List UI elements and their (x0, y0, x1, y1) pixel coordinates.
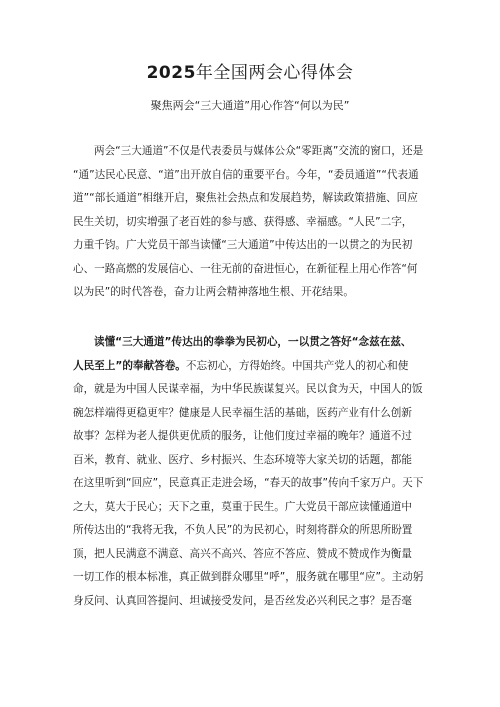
paragraph-line: 力重千钧。广大党员干部当读懂“三大通道”中传达出的一以贯之的为民初 (73, 239, 413, 251)
paragraph-heading-end: 人民至上”的奉献答卷。 (73, 359, 186, 372)
paragraph-line: 民生关切，切实增强了老百姓的参与感、获得感、幸福感。“人民”二字， (73, 215, 413, 228)
paragraph-line: 心、一路高燃的发展信心、一往无前的奋进恒心，在新征程上用心作答“何 (73, 262, 418, 275)
paragraph-line: 以为民”的时代答卷，奋力让两会精神落地生根、开花结果。 (73, 286, 354, 298)
paragraph-line: 顶，把人民满意不满意、高兴不高兴、答应不答应、赞成不赞成作为衡量 (73, 547, 412, 560)
paragraph-line: 碗怎样端得更稳更牢？健康是人民幸福生活的基础，医药产业有什么创新 (73, 406, 412, 419)
paragraph-heading-line: 读懂“三大通道”传达出的拳拳为民初心，一以贯之答好“念兹在兹、 (94, 336, 412, 348)
paragraph-line: 一切工作的根本标准，真正做到群众哪里“呼”，服务就在哪里“应”。主动躬 (73, 571, 424, 583)
title-text: 年全国两会心得体会 (195, 63, 354, 83)
title-year: 2025 (146, 63, 196, 83)
paragraph-line (73, 355, 431, 379)
document-subtitle: 聚焦两会“三大通道”用心作答“何以为民” (150, 99, 350, 112)
paragraph-text: 不忘初心，方得始终。中国共产党人的初心和使 (185, 359, 409, 372)
paragraph-1 (73, 140, 431, 305)
paragraph-line: 之大，莫大于民心；天下之重，莫重于民生。广大党员干部应读懂通道中 (73, 500, 412, 513)
paragraph-line: 百米，教育、就业、医疗、乡村振兴、生态环境等大家关切的话题，都能 (73, 453, 412, 466)
paragraph-line: 命，就是为中国人民谋幸福，为中华民族谋复兴。民以食为天，中国人的饭 (73, 383, 423, 395)
paragraph-2 (73, 331, 431, 613)
paragraph-line: 所传达出的“我将无我，不负人民”的为民初心，时刻将群众的所思所盼置 (73, 524, 413, 536)
paragraph-line: 身反问、认真回答提问、坦诚接受发问，是否丝发必兴利民之事？是否毫 (73, 594, 412, 607)
paragraph-line: 两会“三大通道”不仅是代表委员与媒体公众“零距离”交流的窗口，还是 (94, 145, 424, 157)
document-title (0, 62, 500, 84)
paragraph-line: 在这里听到“回应”，民意真正走进会场，“春天的故事”传向千家万户。天下 (73, 477, 424, 489)
paragraph-line: “通”达民心民意、“道”出开放自信的重要平台。今年，“委员通道”“代表通 (73, 168, 419, 181)
paragraph-line: 故事？怎样为老人提供更优质的服务，让他们度过幸福的晚年？通道不过 (73, 430, 412, 442)
paragraph-line: 道”“部长通道”相继开启，聚焦社会热点和发展趋势，解读政策措施、回应 (73, 192, 418, 204)
